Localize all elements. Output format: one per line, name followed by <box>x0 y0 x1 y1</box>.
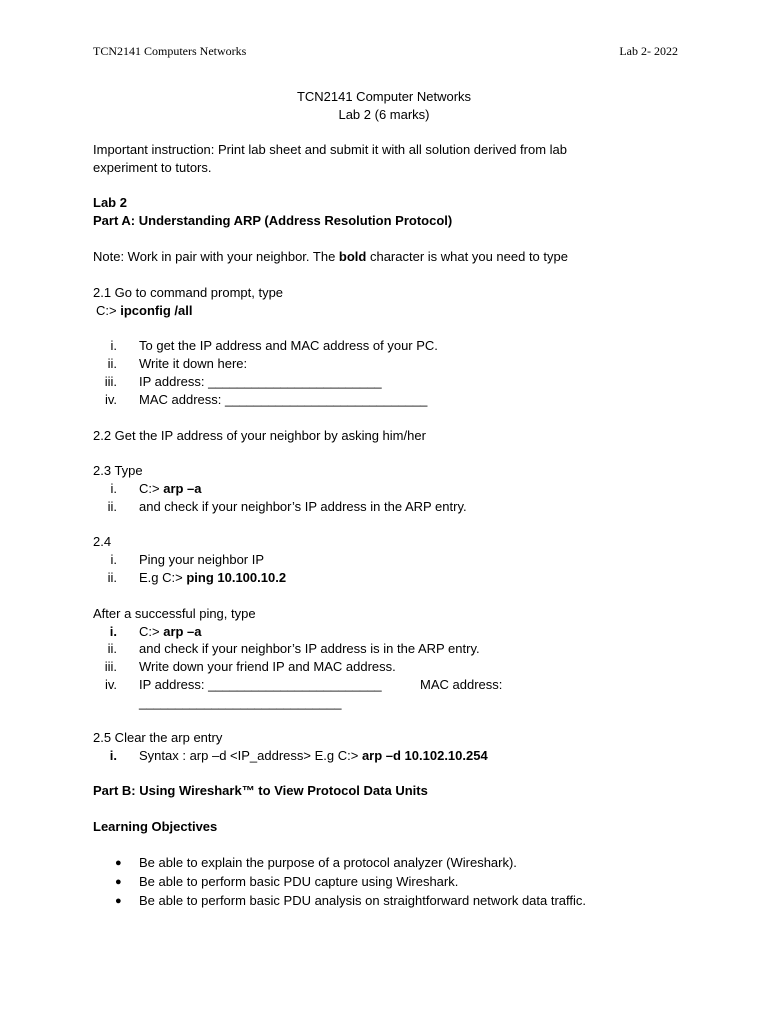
section-2-2-text: 2.2 Get the IP address of your neighbor by asking him/her <box>93 428 426 443</box>
bullet-icon: ● <box>115 876 122 888</box>
command-arp-d: arp –d 10.102.10.254 <box>361 748 488 763</box>
note-bold-word: bold <box>338 249 367 264</box>
list-number: iii. <box>104 659 117 674</box>
list-number: i. <box>109 748 117 763</box>
list-number: ii. <box>107 356 117 371</box>
list-item-ip-blank: IP address: ________________________ <box>139 374 382 389</box>
list-item-arp-command <box>139 623 202 641</box>
part-a-heading: Part A: Understanding ARP (Address Resolution Protocol) <box>93 213 453 228</box>
part-b-heading: Part B: Using Wireshark™ to View Protocol Data Units <box>93 783 428 798</box>
instruction-line-2: experiment to tutors. <box>93 160 212 175</box>
list-item-arp-delete <box>139 747 488 765</box>
section-2-3-title: 2.3 Type <box>93 463 143 478</box>
command-ping: ping 10.100.10.2 <box>186 570 287 585</box>
objectives-heading: Learning Objectives <box>93 819 218 834</box>
list-number: i. <box>110 481 117 496</box>
command-ipconfig: ipconfig /all <box>120 303 193 318</box>
list-item: Ping your neighbor IP <box>139 552 265 567</box>
list-item-ping-command <box>139 569 286 587</box>
list-item: and check if your neighbor’s IP address is in the ARP entry. <box>139 641 480 656</box>
note-line <box>93 248 568 266</box>
command-prefix: C:> <box>96 303 121 318</box>
list-item: Write down your friend IP and MAC address. <box>139 659 396 674</box>
section-2-1-command <box>96 302 192 320</box>
list-number: ii. <box>107 570 117 585</box>
list-number: iv. <box>104 392 117 407</box>
header-course: TCN2141 Computers Networks <box>93 44 247 58</box>
list-number: ii. <box>107 641 117 656</box>
note-text-before: Note: Work in pair with your neighbor. The <box>93 249 339 264</box>
list-number: iii. <box>104 374 117 389</box>
bullet-icon: ● <box>115 857 122 869</box>
command-arp-a: arp –a <box>163 481 202 496</box>
list-item-ip-blank: IP address: ________________________ <box>139 677 382 692</box>
bullet-icon: ● <box>115 895 122 907</box>
objective-item: Be able to explain the purpose of a protocol analyzer (Wireshark). <box>139 855 517 870</box>
list-item-mac-blank: MAC address: ____________________________ <box>139 392 428 407</box>
objective-item: Be able to perform basic PDU analysis on straightforward network data traffic. <box>139 893 587 908</box>
list-number: ii. <box>107 499 117 514</box>
list-item: To get the IP address and MAC address of your PC. <box>139 338 438 353</box>
list-number: i. <box>109 624 117 639</box>
list-item: Write it down here: <box>139 356 248 371</box>
instruction-line-1: Important instruction: Print lab sheet and submit it with all solution derived from lab <box>93 142 568 157</box>
list-item: and check if your neighbor’s IP address in the ARP entry. <box>139 499 467 514</box>
list-item-mac-label: MAC address: <box>420 677 503 692</box>
section-2-5-title: 2.5 Clear the arp entry <box>93 730 223 745</box>
lab-heading: Lab 2 <box>93 195 127 210</box>
list-number: iv. <box>104 677 117 692</box>
after-ping-title: After a successful ping, type <box>93 606 256 621</box>
command-prefix: E.g C:> <box>139 570 187 585</box>
document-title: TCN2141 Computer Networks <box>296 89 472 104</box>
objective-item: Be able to perform basic PDU capture using Wireshark. <box>139 874 459 889</box>
section-2-4-title: 2.4 <box>93 534 112 549</box>
syntax-text: Syntax : arp –d <IP_address> E.g C:> <box>139 748 362 763</box>
command-prefix: C:> <box>139 624 164 639</box>
list-number: i. <box>110 338 117 353</box>
note-text-after: character is what you need to type <box>366 249 568 264</box>
command-arp-a: arp –a <box>163 624 202 639</box>
list-item-arp-command <box>139 480 202 498</box>
header-lab: Lab 2- 2022 <box>619 44 678 58</box>
list-item-mac-blank: ____________________________ <box>139 695 342 710</box>
section-2-1-title: 2.1 Go to command prompt, type <box>93 285 284 300</box>
list-number: i. <box>110 552 117 567</box>
document-subtitle: Lab 2 (6 marks) <box>338 107 430 122</box>
command-prefix: C:> <box>139 481 164 496</box>
